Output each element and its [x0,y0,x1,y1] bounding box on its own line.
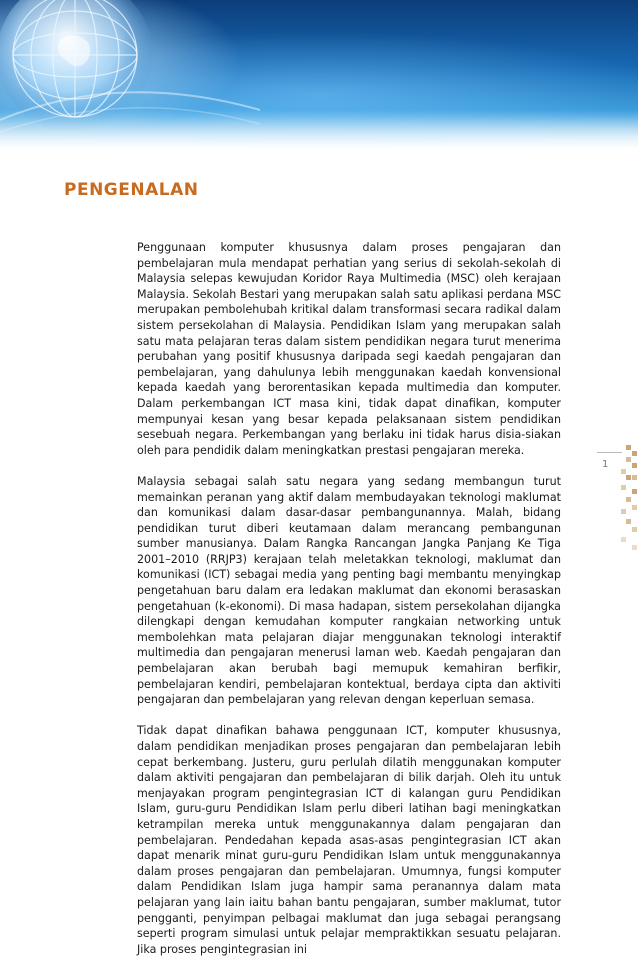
page-number: 1 [602,459,609,470]
body-text [137,240,561,973]
paragraph-3: Tidak dapat dinafikan bahawa penggunaan ICT, komputer khususnya, dalam pendidikan menjadikan proses pengajaran dan pembelajaran lebih cepat berkembang. Justeru, guru perlulah dilatih menggunakan komputer dalam aktiviti pengajaran dan pembelajaran di bilik darjah. Oleh itu untuk menjayakan program pengintegrasian ICT di kalangan guru Pendidikan Islam, guru-guru Pendidikan Islam perlu diberi latihan bagi meningkatkan ketrampilan mereka untuk menggunakannya dalam pengajaran dan pembelajaran. Pendedahan kepada asas-asas pengintegrasian ICT akan dapat menarik minat guru-guru Pendidikan Islam untuk menggunakannya dalam proses pengajaran dan pembelajaran. Umumnya, fungsi komputer dalam Pendidikan Islam juga hampir sama peranannya dalam mata pelajaran yang lain iaitu bahan bantu pengajaran, sumber maklumat, tutor pengganti, penyimpan pelbagai maklumat dan juga sebagai perangsang seperti program simulasi untuk pelajar mempraktikkan sesuatu pelajaran. Jika proses pengintegrasian ini [137,724,561,956]
paragraph-1: Penggunaan komputer khususnya dalam proses pengajaran dan pembelajaran mula mendapat perhatian yang serius di sekolah-sekolah di Malaysia selepas kewujudan Koridor Raya Multimedia (MSC) oleh kerajaan Malaysia. Sekolah Bestari yang merupakan salah satu aplikasi perdana MSC merupakan pembolehubah kritikal dalam transformasi secara radikal dalam sistem persekolahan di Malaysia. Pendidikan Islam yang merupakan salah satu mata pelajaran teras dalam sistem pendidikan negara turut menerima perubahan yang positif khususnya daripada segi kaedah pengajaran dan pembelajaran, yang dahulunya lebih menggunakan kaedah konvensional kepada kaedah yang berorentasikan kepada multimedia dan komputer. Dalam perkembangan ICT masa kini, tidak dapat dinafikan, komputer mempunyai kesan yang besar kepada pelaksanaan sistem pendidikan sesebuah negara. Perkembangan yang berlaku ini tidak harus disia-siakan oleh para pendidik dalam meningkatkan prestasi pengajaran mereka. [137,241,561,457]
banner-fade [0,110,638,150]
paragraph-2: Malaysia sebagai salah satu negara yang sedang membangun turut memainkan peranan yang aktif dalam membudayakan teknologi maklumat dan komunikasi dalam dasar-dasar pembangunannya. Malah, bidang pendidikan turut diberi keutamaan dalam merancang pembangunan sumber manusianya. Dalam Rangka Rancangan Jangka Panjang Ke Tiga 2001–2010 (RRJP3) kerajaan telah meletakkan teknologi, maklumat dan komunikasi (ICT) sebagai media yang penting bagi membantu menyingkap pengetahuan baru dalam era ledakan maklumat dan ekonomi berasaskan pengetahuan (k-ekonomi). Di masa hadapan, sistem persekolahan dijangka dilengkapi dengan kemudahan komputer rangkaian networking untuk membolehkan mata pelajaran diajar menggunakan teknologi interaktif multimedia dan pengajaran menerusi laman web. Kaedah pengajaran dan pembelajaran akan berubah bagi memupuk kemahiran berfikir, pembelajaran kendiri, pembelajaran kontektual, berdaya cipta dan aktiviti pengajaran dan pembelajaran yang relevan dengan keperluan semasa. [137,474,561,707]
header-banner [0,0,638,150]
corner-squares-decoration [621,445,638,555]
page-number-rule [597,452,622,453]
section-heading: PENGENALAN [64,180,199,200]
